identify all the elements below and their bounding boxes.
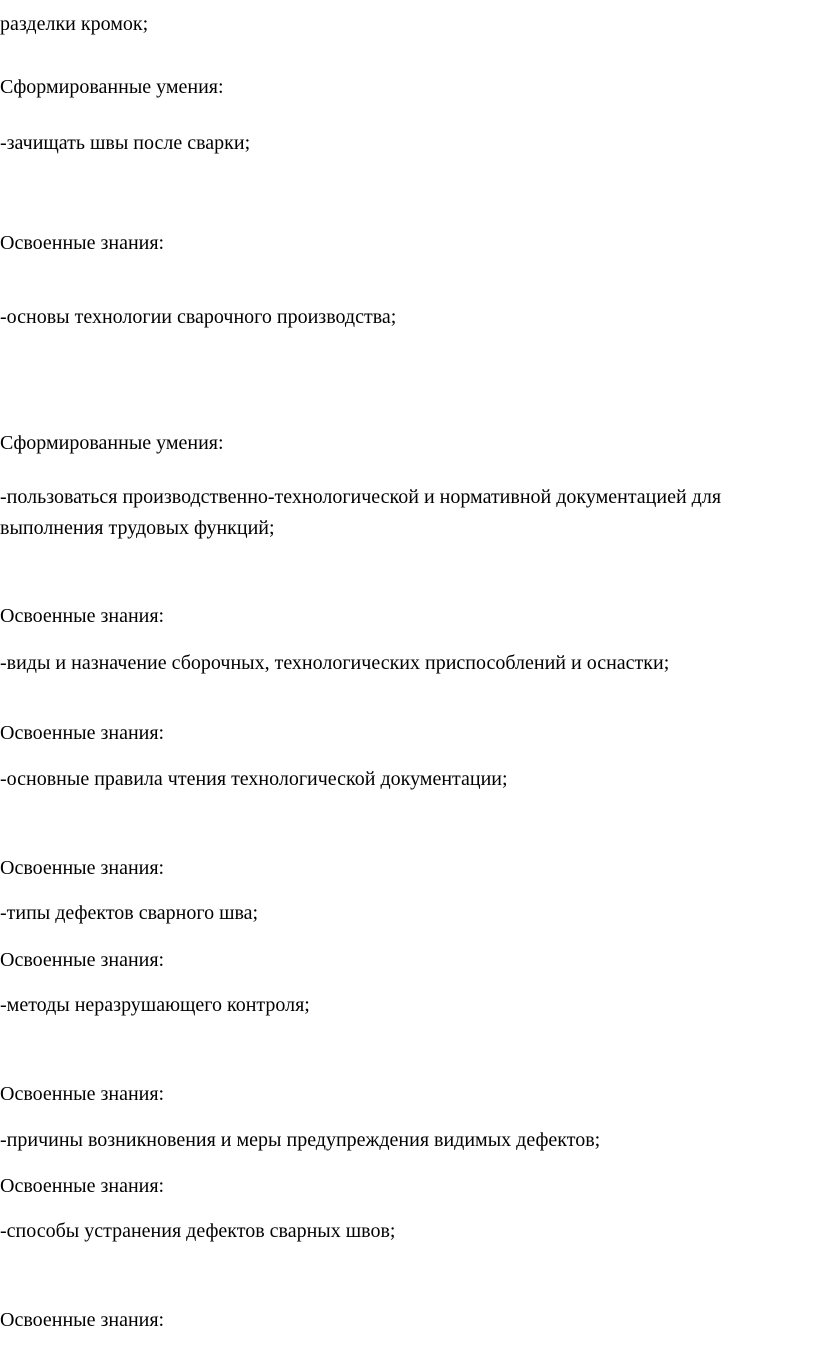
section-heading-knowledge: Освоенные знания:	[0, 605, 165, 627]
section-heading-knowledge: Освоенные знания:	[0, 1175, 165, 1197]
skill-item: -пользоваться производственно-технологической и нормативной документацией для	[0, 486, 722, 508]
skill-item-continuation: выполнения трудовых функций;	[0, 517, 275, 539]
section-heading-knowledge: Освоенные знания:	[0, 722, 165, 744]
knowledge-item: -способы устранения дефектов сварных швов;	[0, 1220, 396, 1242]
knowledge-item: -типы дефектов сварного шва;	[0, 902, 259, 924]
knowledge-item: -причины возникновения и меры предупреждения видимых дефектов;	[0, 1129, 601, 1151]
section-heading-knowledge: Освоенные знания:	[0, 949, 165, 971]
knowledge-item: -виды и назначение сборочных, технологических приспособлений и оснастки;	[0, 652, 670, 674]
section-heading-knowledge: Освоенные знания:	[0, 857, 165, 879]
section-heading-skills: Сформированные умения:	[0, 432, 224, 454]
text-line-continuation: разделки кромок;	[0, 13, 149, 35]
knowledge-item: -основы технологии сварочного производства;	[0, 306, 397, 328]
section-heading-knowledge: Освоенные знания:	[0, 1083, 165, 1105]
knowledge-item: -основные правила чтения технологической документации;	[0, 768, 508, 790]
knowledge-item: -методы неразрушающего контроля;	[0, 994, 310, 1016]
section-heading-knowledge: Освоенные знания:	[0, 232, 165, 254]
skill-item: -зачищать швы после сварки;	[0, 132, 251, 154]
section-heading-skills: Сформированные умения:	[0, 76, 224, 98]
section-heading-knowledge: Освоенные знания:	[0, 1309, 165, 1331]
